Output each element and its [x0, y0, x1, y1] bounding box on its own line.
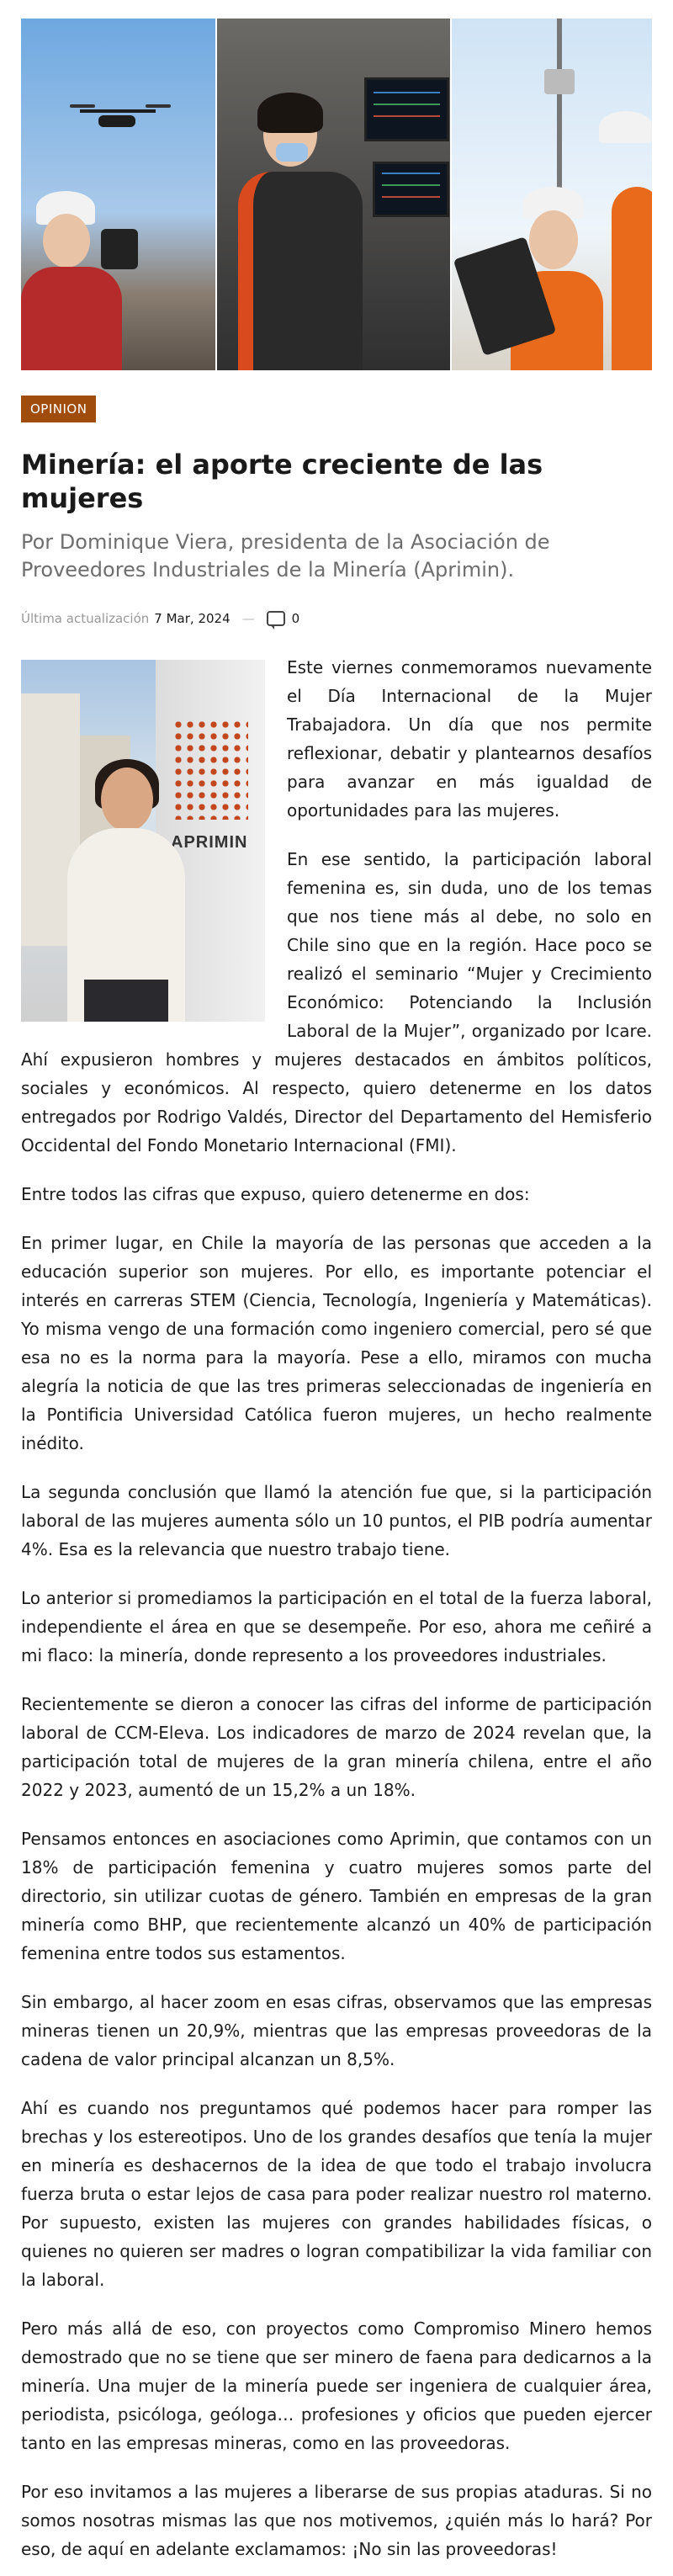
article-subtitle: Por Dominique Viera, presidenta de la Asociación de Proveedores Industriales de la Minería (Aprimin). — [21, 530, 550, 582]
drone-icon — [80, 109, 120, 113]
paragraph: Pensamos entonces en asociaciones como Aprimin, que contamos con un 18% de participación femenina y cuatro mujeres somos parte del directorio, sin utilizar cuotas de género. También en empresas de la gran minería como BHP, que recientemente alcanzó un 40% de participación femenina entre todos sus estamentos. — [21, 1829, 652, 1963]
article-body — [21, 653, 652, 2563]
paragraph: Ahí es cuando nos preguntamos qué podemos hacer para romper las brechas y los estereotipos. Uno de los grandes desafíos que tenía la mujer en minería es deshacernos de la idea de que todo el trabajo involucra fuerza bruta o estar lejos de casa para poder realizar nuestro rol materno. Por supuesto, existen las mujeres con grandes habilidades físicas, o quienes no quieren ser madres o logran compatibilizar la vida familiar con la laboral. — [21, 2098, 652, 2290]
paragraph: Por eso invitamos a las mujeres a liberarse de sus propias ataduras. Si no somos nosotras mismas las que nos motivemos, ¿quién más lo hará? Por eso, de aquí en adelante exclamamos: ¡No sin las proveedoras! — [21, 2482, 652, 2559]
paragraph: La segunda conclusión que llamó la atención fue que, si la participación laboral de las mujeres aumenta sólo un 10 puntos, el PIB podría aumentar 4%. Esa es la relevancia que nuestro trabajo tiene. — [21, 1482, 652, 1559]
hero-panel-drone-operator — [21, 19, 215, 370]
hero-image — [21, 19, 652, 370]
paragraph: Lo anterior si promediamos la participación en el total de la fuerza laboral, independiente el área en que se desempeñe. Por eso, ahora me ceñiré a mi flaco: la minería, donde represento a los proveedores industriales. — [21, 1588, 652, 1665]
meta-separator: — — [241, 611, 255, 626]
article-meta — [21, 611, 652, 626]
comment-icon[interactable] — [267, 611, 285, 626]
aprimin-sign: APRIMIN — [171, 833, 248, 852]
paragraph: Recientemente se dieron a conocer las cifras del informe de participación laboral de CCM-Eleva. Los indicadores de marzo de 2024 revelan que, la participación total de mujeres de la gran minería chilena, entre el año 2022 y 2023, aumentó de un 15,2% a un 18%. — [21, 1694, 652, 1800]
aprimin-logo-dots — [172, 719, 248, 820]
paragraph: En primer lugar, en Chile la mayoría de las personas que acceden a la educación superior son mujeres. Por ello, es importante potenciar el interés en carreras STEM (Ciencia, Tecnología, Ingeniería y Matemáticas). Yo misma vengo de una formación como ingeniero comercial, pero sé que esa no es la norma para la mayoría. Pese a ello, miramos con mucha alegría la noticia de que las tres primeras seleccionadas de ingeniería en la Pontificia Universidad Católica fueron mujeres, un hecho realmente inédito. — [21, 1233, 652, 1453]
author-portrait — [21, 660, 265, 1022]
paragraph: En ese sentido, la participación laboral femenina es, sin duda, uno de los temas que nos tiene más al debe, no solo en Chile sino que en la región. Hace poco se realizó el seminario “Mujer y Crecimiento Económico: Potenciando la Inclusión Laboral de la Mujer”, organizado por Icare. Ahí expusieron hombres y mujeres destacados en ámbitos políticos, sociales y económicos. Al respecto, quiero detenerme en los datos entregados por Rodrigo Valdés, Director del Departamento del Hemisferio Occidental del Fondo Monetario Internacional (FMI). — [21, 849, 652, 1155]
paragraph: Entre todos las cifras que expuso, quiero detenerme en dos: — [21, 1184, 530, 1204]
remote-controller — [101, 229, 138, 269]
category-badge[interactable]: OPINION — [21, 396, 96, 422]
hero-panel-field-workers — [450, 19, 652, 370]
comment-count[interactable]: 0 — [291, 611, 300, 626]
article-title: Minería: el aporte creciente de las mujeres — [21, 449, 543, 514]
paragraph: Pero más allá de eso, con proyectos como Compromiso Minero hemos demostrado que no se tiene que ser minero de faena para dedicarnos a la minería. Una mujer de la minería puede ser ingeniera de cualquier área, periodista, psicóloga, geóloga… profesiones y oficios que pueden ejercer tanto en las empresas mineras, como en las proveedoras. — [21, 2318, 652, 2453]
updated-label: Última actualización — [21, 611, 150, 626]
updated-date: 7 Mar, 2024 — [154, 611, 231, 626]
paragraph: Sin embargo, al hacer zoom en esas cifras, observamos que las empresas mineras tienen un 20,9%, mientras que las empresas proveedoras de la cadena de valor principal alcanzan un 8,5%. — [21, 1992, 652, 2069]
paragraph: Este viernes conmemoramos nuevamente el Día Internacional de la Mujer Trabajadora. Un día que nos permite reflexionar, debatir y plantearnos desafíos para avanzar en más igualdad de oportunidades para las mujeres. — [287, 657, 652, 821]
hero-panel-control-room — [215, 19, 451, 370]
article-page — [21, 0, 652, 2563]
